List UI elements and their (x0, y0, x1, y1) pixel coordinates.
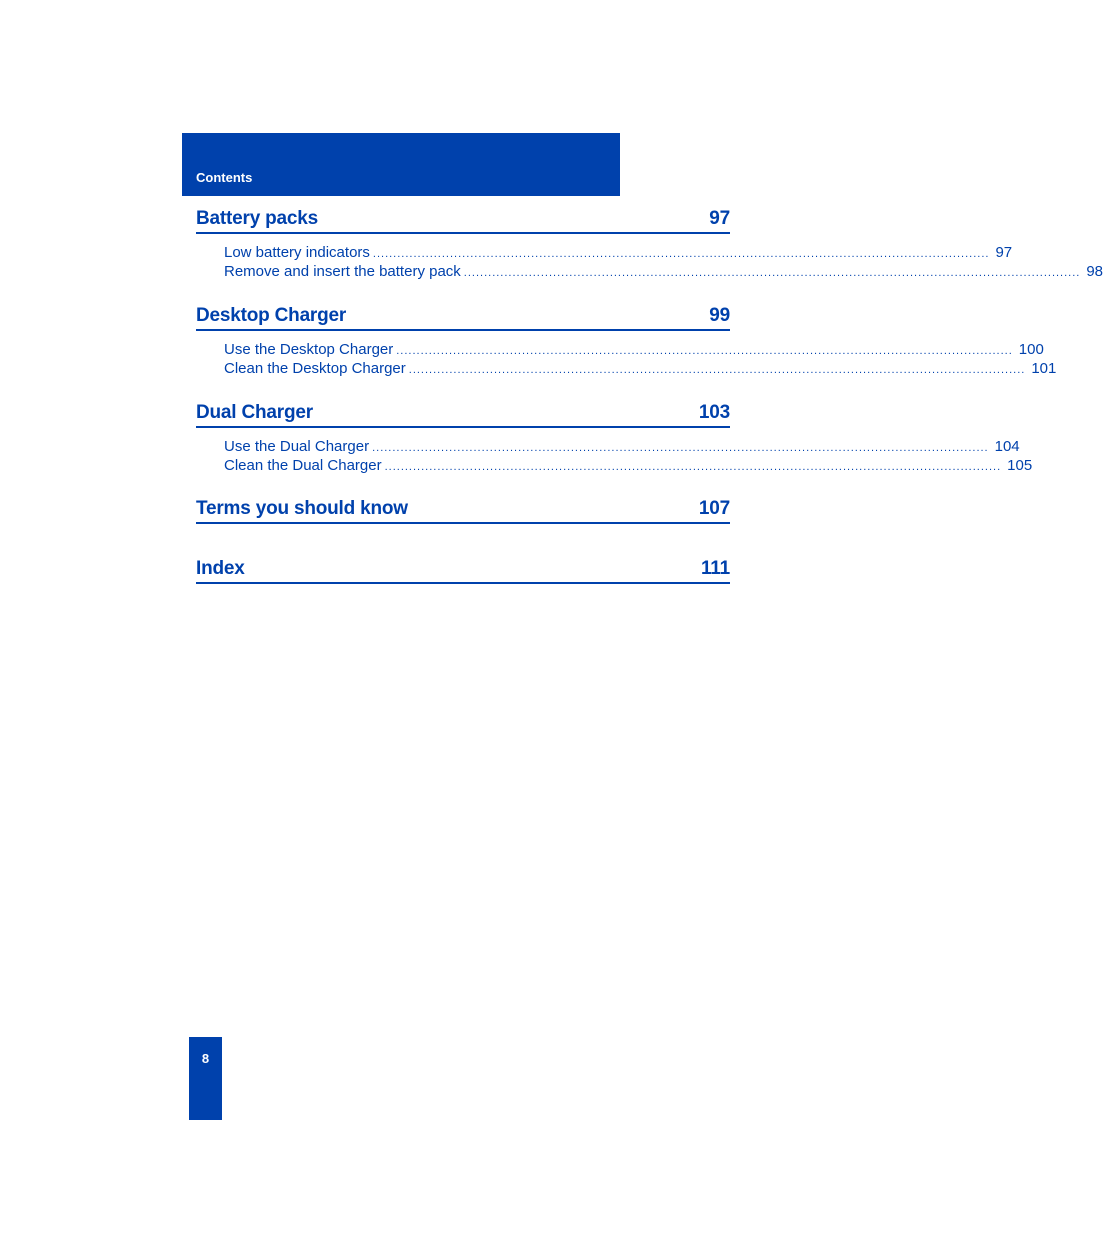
toc-entry[interactable] (224, 263, 1103, 282)
contents-header-band (182, 133, 620, 196)
contents-header-label: Contents (196, 170, 253, 185)
toc-section-page: 103 (698, 402, 730, 423)
toc-section-page: 111 (700, 558, 730, 579)
toc-entry-list (224, 234, 1103, 282)
toc-section-title: Desktop Charger (196, 305, 347, 326)
dot-leader: ........................................................................................................................................................ (372, 248, 990, 260)
toc-entry-list (224, 428, 1033, 476)
toc-entry[interactable] (224, 457, 1033, 476)
dot-leader: ........................................................................................................................................................ (372, 442, 989, 454)
toc-entry-label: Use the Desktop Charger (224, 341, 394, 358)
toc-entry-label: Use the Dual Charger (224, 438, 370, 455)
toc-section-battery-packs (196, 206, 1103, 282)
toc-section-index (196, 556, 730, 584)
toc-section-title: Index (196, 558, 245, 579)
toc-section-dual-charger (196, 400, 1033, 476)
toc-entry-page: 101 (1031, 360, 1057, 377)
toc-entry-page: 105 (1007, 457, 1033, 474)
toc-section-page: 107 (698, 498, 730, 519)
toc-section-title: Battery packs (196, 208, 319, 229)
toc-entry-label: Low battery indicators (224, 244, 370, 261)
toc-section-title: Dual Charger (196, 402, 313, 423)
page-number: 8 (201, 1051, 210, 1066)
toc-section-heading[interactable] (196, 400, 730, 428)
toc-entry[interactable] (224, 341, 1044, 360)
toc-section-heading[interactable] (196, 496, 730, 524)
toc-section-desktop-charger (196, 303, 1057, 379)
toc-entry-label: Clean the Desktop Charger (224, 360, 406, 377)
toc-entry-label: Clean the Dual Charger (224, 457, 382, 474)
toc-entry-label: Remove and insert the battery pack (224, 263, 461, 280)
toc-section-heading[interactable] (196, 556, 730, 584)
toc-entry-page: 104 (994, 438, 1020, 455)
toc-entry-list (224, 331, 1057, 379)
dot-leader: ........................................................................................................................................................ (396, 345, 1013, 357)
toc-section-page: 99 (709, 305, 730, 326)
toc-section-page: 97 (709, 208, 730, 229)
toc-entry-page: 98 (1086, 263, 1103, 280)
dot-leader: ........................................................................................................................................................ (463, 267, 1081, 279)
toc-entry[interactable] (224, 244, 1013, 263)
toc-section-terms (196, 496, 730, 524)
dot-leader: ........................................................................................................................................................ (384, 461, 1002, 473)
toc-section-heading[interactable] (196, 206, 730, 234)
toc-entry[interactable] (224, 438, 1020, 457)
page-number-tab (189, 1037, 222, 1120)
dot-leader: ........................................................................................................................................................ (408, 364, 1026, 376)
toc-entry[interactable] (224, 360, 1057, 379)
toc-section-title: Terms you should know (196, 498, 408, 519)
toc-entry-page: 100 (1018, 341, 1044, 358)
toc-entry-page: 97 (995, 244, 1013, 261)
toc-section-heading[interactable] (196, 303, 730, 331)
